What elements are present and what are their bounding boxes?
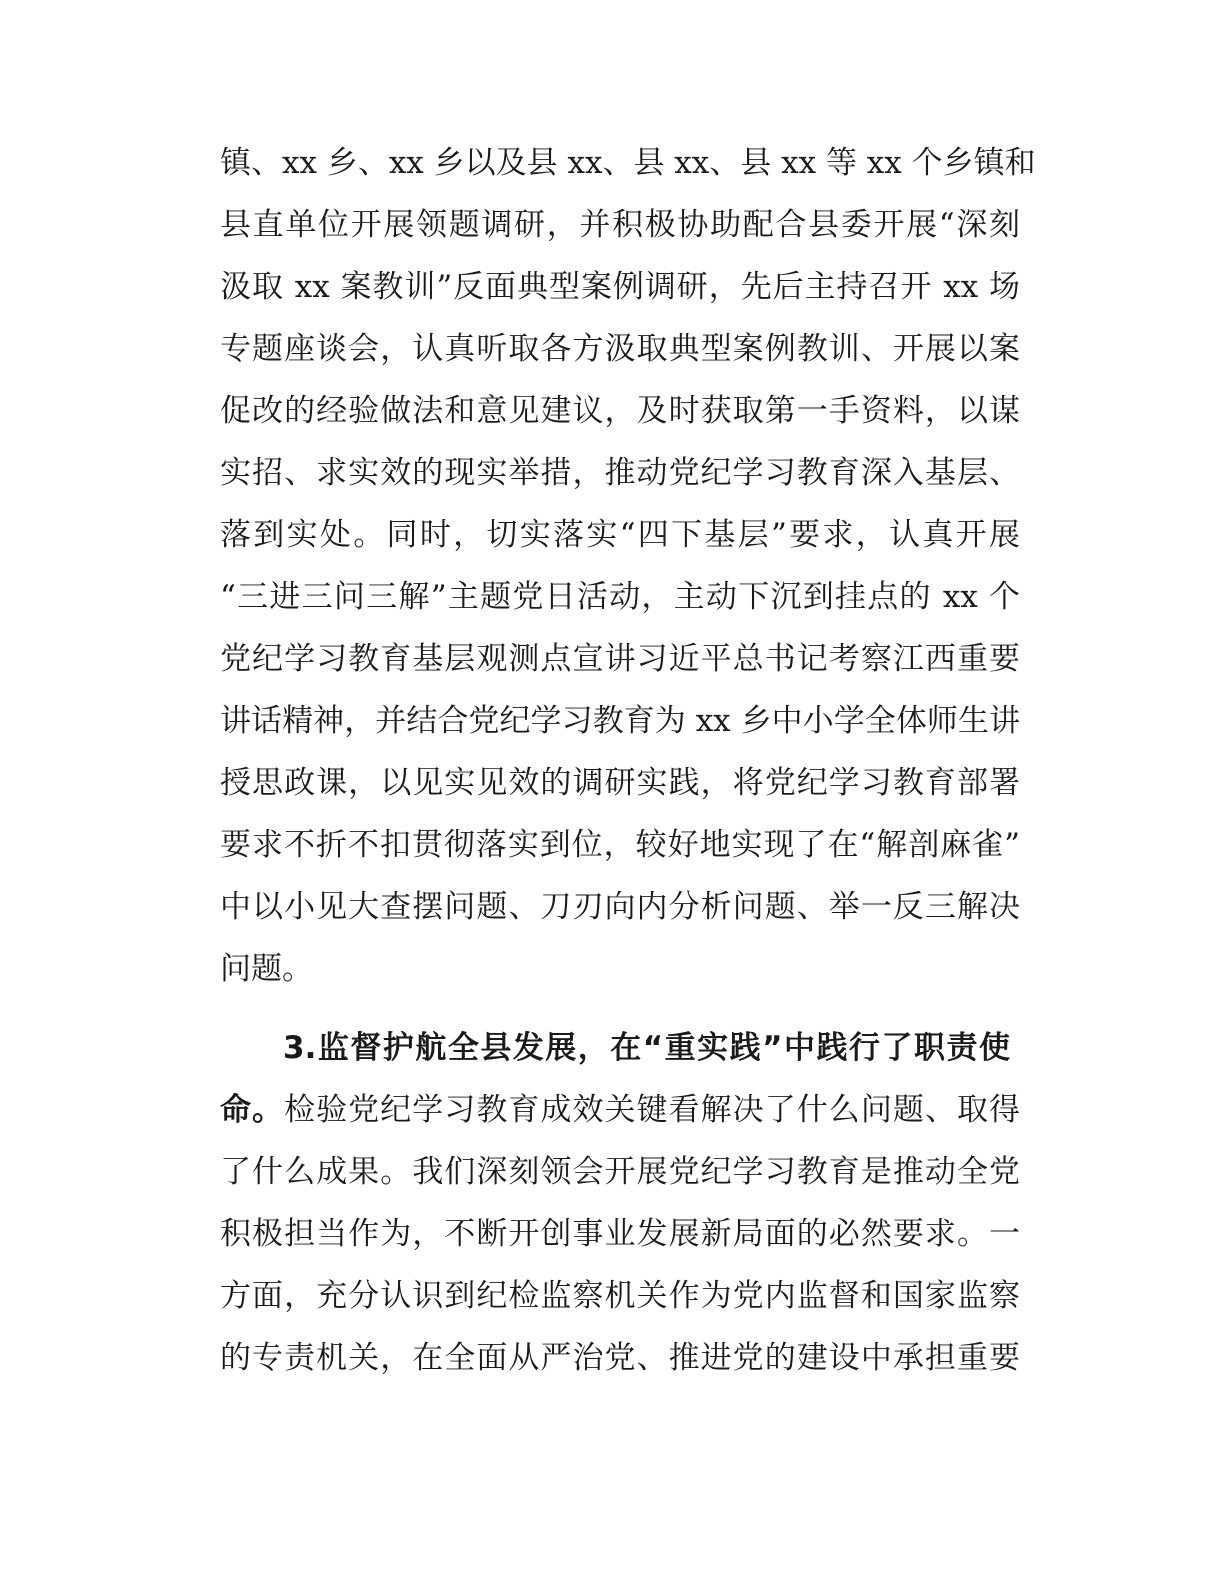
paragraph-2-line-3: 了什么成果。我们深刻领会开展党纪学习教育是推动全党 [220,1154,1020,1190]
paragraph-1-line-11: 授思政课，以见实见效的调研实践，将党纪学习教育部署 [220,765,1020,801]
paragraph-1-line-2: 县直单位开展领题调研，并积极协助配合县委开展“深刻 [220,207,1020,243]
paragraph-1-line-13: 中以小见大查摆问题、刀刃向内分析问题、举一反三解决 [220,889,1020,925]
section-heading-line-1: 3.监督护航全县发展，在“重实践”中践行了职责使 [283,1030,1010,1066]
paragraph-1-line-5: 促改的经验做法和意见建议，及时获取第一手资料，以谋 [220,393,1020,429]
paragraph-1-line-3: 汲取 xx 案教训”反面典型案例调研，先后主持召开 xx 场 [220,269,1020,305]
section-heading-end: 命。 [220,1092,285,1128]
paragraph-1-line-7: 落到实处。同时，切实落实“四下基层”要求，认真开展 [220,517,1020,553]
paragraph-1-line-9: 党纪学习教育基层观测点宣讲习近平总书记考察江西重要 [220,641,1020,677]
paragraph-2-line-4: 积极担当作为，不断开创事业发展新局面的必然要求。一 [220,1216,1020,1252]
paragraph-2-line-6: 的专责机关，在全面从严治党、推进党的建设中承担重要 [220,1340,1020,1376]
paragraph-1-line-12: 要求不折不扣贯彻落实到位，较好地实现了在“解剖麻雀” [220,827,1020,863]
paragraph-2-line-2 [220,1086,1020,1134]
paragraph-1-line-8: “三进三问三解”主题党日活动，主动下沉到挂点的 xx 个 [220,579,1020,615]
paragraph-2-line-2-text: 检验党纪学习教育成效关键看解决了什么问题、取得 [284,1092,1021,1128]
paragraph-1-line-14: 问题。 [220,951,313,987]
paragraph-2-line-5: 方面，充分认识到纪检监察机关作为党内监督和国家监察 [220,1278,1020,1314]
paragraph-1-line-1: 镇、xx 乡、xx 乡以及县 xx、县 xx、县 xx 等 xx 个乡镇和 [220,145,1036,181]
paragraph-1-line-6: 实招、求实效的现实举措，推动党纪学习教育深入基层、 [220,455,1020,491]
paragraph-1-line-10: 讲话精神，并结合党纪学习教育为 xx 乡中小学全体师生讲 [220,703,1020,739]
paragraph-1-line-4: 专题座谈会，认真听取各方汲取典型案例教训、开展以案 [220,331,1020,367]
